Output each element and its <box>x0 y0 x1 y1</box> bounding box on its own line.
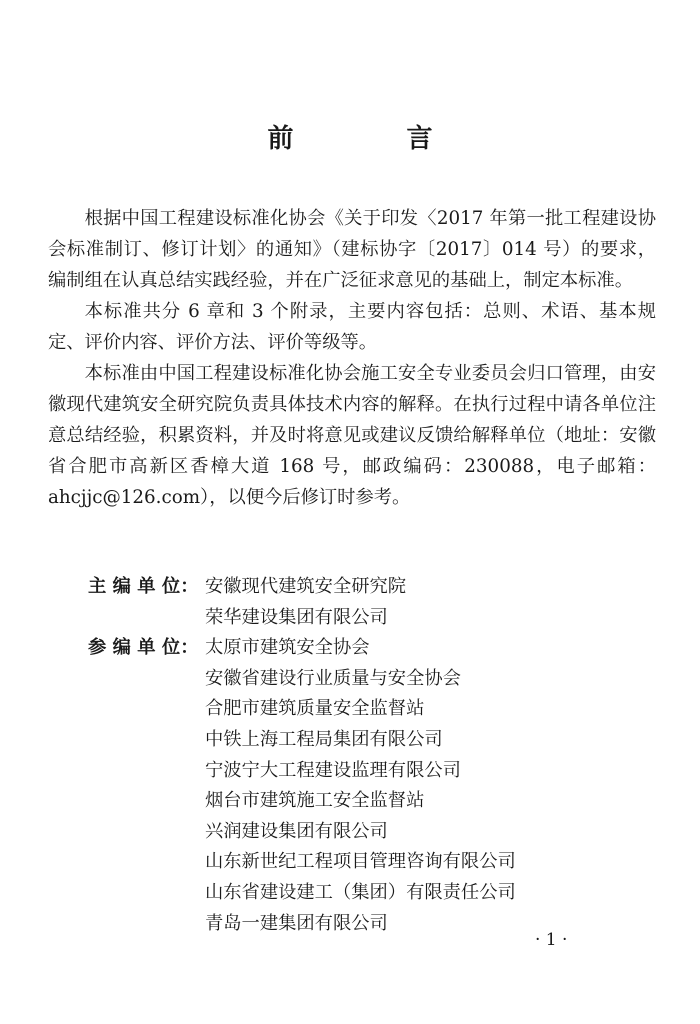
paragraph-basis: 根据中国工程建设标准化协会《关于印发〈2017 年第一批工程建设协会标准制订、修订计划〉的通知》（建标协字〔2017〕014 号）的要求，编制组在认真总结实践经验，并在广泛征求意见的基础上，制定本标准。 <box>48 208 656 291</box>
drafting-units <box>88 572 668 939</box>
unit-name: 宁波宁大工程建设监理有限公司 <box>205 759 461 781</box>
unit-name: 山东省建设建工（集团）有限责任公司 <box>205 881 516 903</box>
unit-name: 烟台市建筑施工安全监督站 <box>205 790 425 812</box>
page-title: 前 言 <box>267 124 485 154</box>
paragraph-management: 本标准由中国工程建设标准化协会施工安全专业委员会归口管理，由安徽现代建筑安全研究院负责具体技术内容的解释。在执行过程中请各单位注意总结经验，积累资料，并及时将意见或建议反馈给解释单位（地址：安徽省合肥市高新区香樟大道 168 号，邮政编码：230088，电子邮箱：ahcjjc@126.com），以便今后修订时参考。 <box>48 363 656 508</box>
paragraph-contents: 本标准共分 6 章和 3 个附录，主要内容包括：总则、术语、基本规定、评价内容、评价方法、评价等级等。 <box>48 301 656 353</box>
unit-name: 太原市建筑安全协会 <box>205 637 370 659</box>
chief-units-group <box>88 572 668 633</box>
chief-units-label: 主 编 单 位： <box>88 576 199 597</box>
unit-name: 荣华建设集团有限公司 <box>205 606 388 628</box>
unit-name: 合肥市建筑质量安全监督站 <box>205 698 425 720</box>
page-number: · 1 · <box>535 930 568 950</box>
participating-units-label: 参 编 单 位： <box>88 637 199 659</box>
participating-units-list <box>205 633 516 939</box>
unit-name: 山东新世纪工程项目管理咨询有限公司 <box>205 851 516 873</box>
unit-name: 安徽省建设行业质量与安全协会 <box>205 667 461 689</box>
unit-name: 青岛一建集团有限公司 <box>205 912 388 934</box>
unit-name: 兴润建设集团有限公司 <box>205 820 388 842</box>
unit-name: 中铁上海工程局集团有限公司 <box>205 728 443 750</box>
preface-body <box>48 203 656 513</box>
chief-units-list <box>205 572 406 633</box>
unit-name: 安徽现代建筑安全研究院 <box>205 576 407 597</box>
participating-units-group <box>88 633 668 939</box>
